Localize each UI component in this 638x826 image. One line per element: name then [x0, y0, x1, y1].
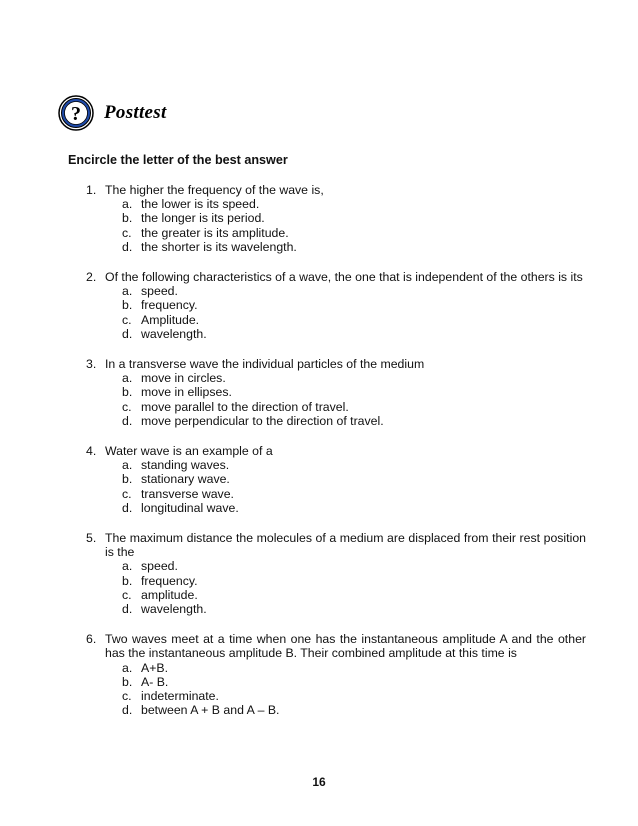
- option-text: move parallel to the direction of travel.: [141, 399, 349, 414]
- answer-option: [105, 414, 586, 428]
- option-text: the lower is its speed.: [141, 197, 260, 212]
- option-letter: d.: [122, 413, 133, 428]
- option-letter: c.: [122, 312, 132, 327]
- option-text: amplitude.: [141, 587, 198, 602]
- option-text: the longer is its period.: [141, 211, 265, 226]
- answer-option: [105, 703, 586, 717]
- question-text: Water wave is an example of a: [105, 444, 273, 459]
- answer-option: [105, 574, 586, 588]
- question-number: 3.: [86, 357, 97, 372]
- option-letter: d.: [122, 703, 133, 718]
- answer-options: [105, 661, 586, 718]
- option-text: A+B.: [141, 660, 169, 675]
- posttest-header: [58, 94, 167, 132]
- question-text: Two waves meet at a time when one has the instantaneous amplitude A and the other has the instantaneous amplitude B. Their combined amplitude at this time is: [105, 632, 586, 661]
- option-text: wavelength.: [141, 326, 207, 341]
- instructions: Encircle the letter of the best answer: [68, 153, 288, 167]
- option-text: Amplitude.: [141, 312, 200, 327]
- option-text: speed.: [141, 284, 178, 299]
- answer-option: [105, 385, 586, 399]
- option-text: frequency.: [141, 573, 198, 588]
- answer-options: [105, 458, 586, 515]
- answer-options: [105, 284, 586, 341]
- option-text: wavelength.: [141, 602, 207, 617]
- answer-option: [105, 313, 586, 327]
- answer-option: [105, 661, 586, 675]
- question-text: The maximum distance the molecules of a medium are displaced from their rest position is the: [105, 531, 586, 560]
- option-text: A- B.: [141, 674, 169, 689]
- option-text: transverse wave.: [141, 486, 234, 501]
- option-letter: d.: [122, 326, 133, 341]
- option-letter: c.: [122, 225, 132, 240]
- option-text: the shorter is its wavelength.: [141, 239, 297, 254]
- option-letter: c.: [122, 399, 132, 414]
- option-letter: b.: [122, 674, 133, 689]
- question-list: [86, 183, 586, 734]
- option-letter: a.: [122, 660, 133, 675]
- question-text: In a transverse wave the individual particles of the medium: [105, 357, 425, 372]
- option-text: between A + B and A – B.: [141, 703, 280, 718]
- page-number: 16: [312, 775, 326, 789]
- question-item: [86, 357, 586, 428]
- option-text: frequency.: [141, 298, 198, 313]
- answer-option: [105, 371, 586, 385]
- question-number: 2.: [86, 270, 97, 285]
- answer-option: [105, 458, 586, 472]
- option-letter: c.: [122, 587, 132, 602]
- answer-options: [105, 371, 586, 428]
- option-letter: d.: [122, 500, 133, 515]
- option-text: move in circles.: [141, 371, 226, 386]
- answer-options: [105, 197, 586, 254]
- question-item: [86, 444, 586, 515]
- question-number: 4.: [86, 444, 97, 459]
- option-letter: d.: [122, 602, 133, 617]
- option-text: indeterminate.: [141, 689, 219, 704]
- option-letter: c.: [122, 689, 132, 704]
- answer-option: [105, 327, 586, 341]
- answer-option: [105, 284, 586, 298]
- option-text: move in ellipses.: [141, 385, 232, 400]
- option-letter: b.: [122, 385, 133, 400]
- answer-option: [105, 240, 586, 254]
- answer-option: [105, 501, 586, 515]
- question-item: [86, 632, 586, 717]
- answer-option: [105, 602, 586, 616]
- option-letter: b.: [122, 573, 133, 588]
- option-letter: b.: [122, 472, 133, 487]
- question-text: Of the following characteristics of a wave, the one that is independent of the others is its: [105, 270, 583, 285]
- option-text: longitudinal wave.: [141, 500, 239, 515]
- answer-option: [105, 400, 586, 414]
- option-letter: b.: [122, 298, 133, 313]
- option-letter: a.: [122, 371, 133, 386]
- answer-option: [105, 559, 586, 573]
- answer-options: [105, 559, 586, 616]
- option-letter: a.: [122, 559, 133, 574]
- question-mark-icon: [58, 95, 94, 131]
- question-number: 1.: [86, 183, 97, 197]
- option-letter: b.: [122, 211, 133, 226]
- answer-option: [105, 226, 586, 240]
- option-letter: d.: [122, 239, 133, 254]
- answer-option: [105, 211, 586, 225]
- answer-option: [105, 298, 586, 312]
- option-text: speed.: [141, 559, 178, 574]
- question-item: [86, 531, 586, 616]
- option-text: standing waves.: [141, 458, 230, 473]
- option-letter: a.: [122, 458, 133, 473]
- option-letter: c.: [122, 486, 132, 501]
- option-text: the greater is its amplitude.: [141, 225, 289, 240]
- svg-text:?: ?: [71, 103, 81, 125]
- answer-option: [105, 588, 586, 602]
- page-title: Posttest: [104, 102, 167, 123]
- question-item: [86, 270, 586, 341]
- answer-option: [105, 675, 586, 689]
- option-letter: a.: [122, 197, 133, 212]
- answer-option: [105, 689, 586, 703]
- answer-option: [105, 487, 586, 501]
- answer-option: [105, 472, 586, 486]
- option-letter: a.: [122, 284, 133, 299]
- option-text: stationary wave.: [141, 472, 230, 487]
- answer-option: [105, 197, 586, 211]
- question-item: [86, 183, 586, 254]
- question-text: The higher the frequency of the wave is,: [105, 183, 324, 197]
- question-number: 5.: [86, 531, 97, 546]
- question-number: 6.: [86, 632, 97, 647]
- option-text: move perpendicular to the direction of travel.: [141, 413, 384, 428]
